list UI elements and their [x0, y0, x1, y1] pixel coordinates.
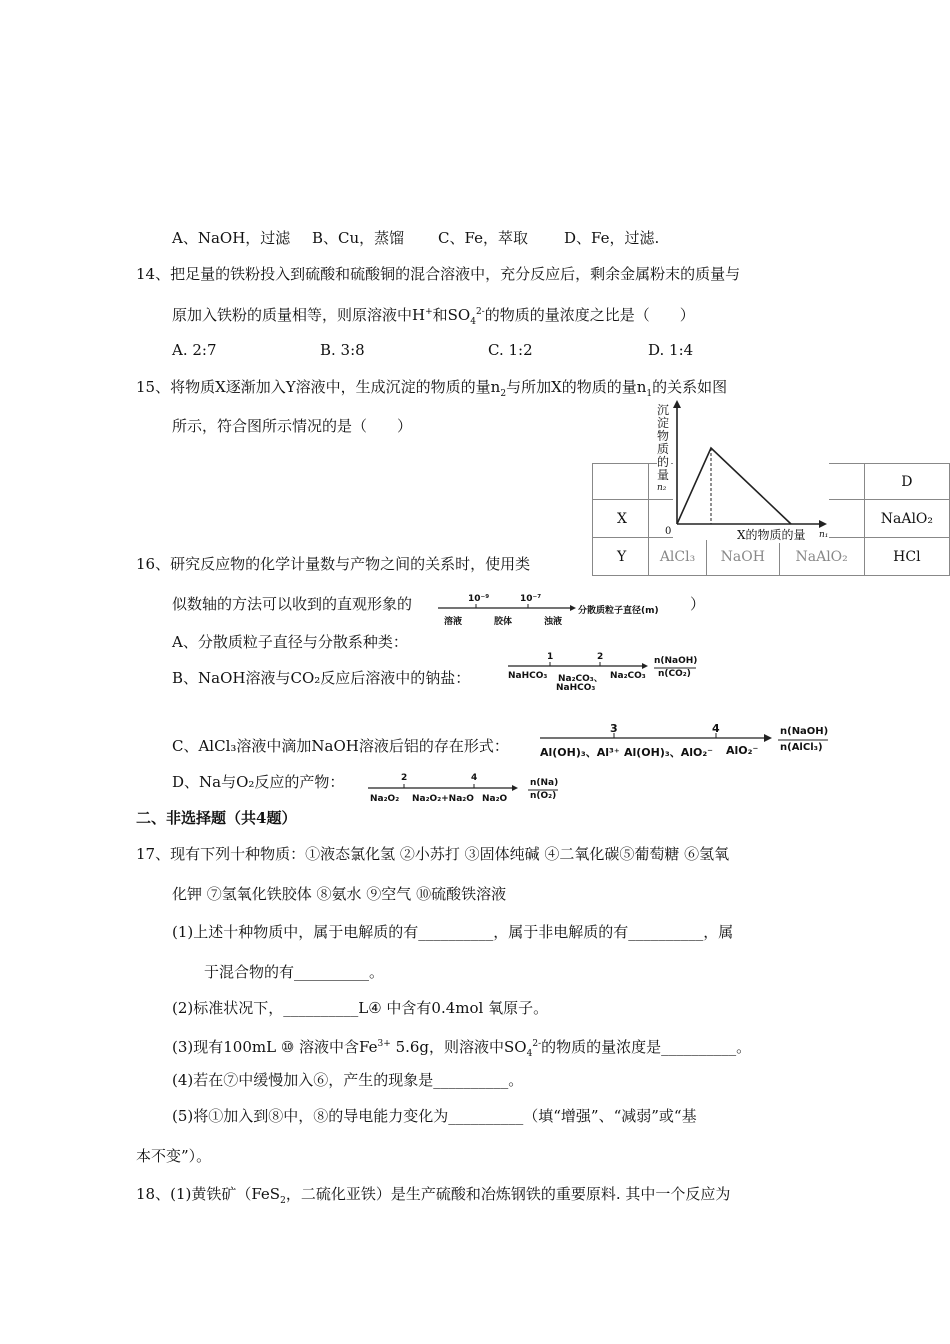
- q16-line2: 似数轴的方法可以收到的直观形象的: [172, 595, 413, 613]
- axis-d-s2: Na₂O₂+Na₂O: [412, 794, 474, 804]
- axis-b-s3: Na₂CO₃: [610, 671, 646, 681]
- axis-arrow: [642, 663, 648, 669]
- q14-option-b: B. 3:8: [320, 341, 365, 359]
- table-cell: Y: [593, 538, 649, 576]
- axis-d-s3: Na₂O: [482, 794, 508, 804]
- q14-text: 原加入铁粉的质量相等，则原溶液中H: [172, 306, 426, 324]
- q14-options: [172, 340, 693, 360]
- graph-y-arrow: [673, 400, 681, 408]
- axis-d: [366, 772, 566, 810]
- graph-ylabel-char: 量: [657, 468, 670, 482]
- axis-b-t2: 2: [597, 652, 604, 662]
- q14-text: 和SO: [432, 306, 471, 324]
- graph-ylabel-char: 淀: [657, 416, 670, 430]
- axis-b-s1: NaHCO₃: [508, 671, 548, 681]
- q17-part3: [172, 1034, 751, 1064]
- q13-options: [172, 228, 659, 248]
- q13-option-b: B、Cu，蒸馏: [312, 229, 405, 247]
- axis-b-s2: Na₂CO₃、: [558, 674, 603, 684]
- q17-part1-cont: 于混合物的有__________。: [204, 963, 385, 981]
- q14-option-c: C. 1:2: [488, 341, 533, 359]
- q16-option-a: A、分散质粒子直径与分散系种类：: [172, 633, 408, 651]
- axis-a-t2: 10⁻⁷: [520, 594, 542, 604]
- q15-graph: [655, 400, 835, 550]
- q18-text: ，二硫化亚铁）是生产硫酸和冶炼钢铁的重要原料. 其中一个反应为: [285, 1185, 731, 1203]
- axis-arrow: [570, 605, 576, 611]
- q17-part2: (2)标准状况下，__________L④ 中含有0.4mol 氧原子。: [172, 999, 549, 1017]
- q13-option-a: A、NaOH，过滤: [172, 229, 291, 247]
- q17-sub: 4: [526, 1049, 533, 1059]
- axis-a-t1: 10⁻⁹: [468, 594, 490, 604]
- table-cell: NaAlO₂: [779, 538, 864, 576]
- q17-part5-cont: 本不变”）。: [136, 1147, 212, 1165]
- q14-sub: 4: [470, 317, 476, 327]
- graph-ylabel: [657, 404, 671, 495]
- section-heading: 二、非选择题（共4题）: [136, 809, 297, 827]
- axis-a: [436, 594, 676, 628]
- q13-option-c: C、Fe，萃取: [438, 229, 528, 247]
- axis-b-s2b: NaHCO₃: [556, 683, 596, 693]
- graph-origin: 0: [665, 526, 672, 537]
- table-cell: HCl: [864, 538, 949, 576]
- q14-option-d: D. 1:4: [648, 341, 694, 359]
- axis-b-t1: 1: [547, 652, 554, 662]
- q16-line1: 16、研究反应物的化学计量数与产物之间的关系时，使用类: [136, 555, 531, 573]
- axis-c-t1: 3: [610, 722, 618, 735]
- q17-text: (3)现有100mL ⑩ 溶液中含Fe: [172, 1038, 378, 1056]
- axis-c: [538, 720, 834, 764]
- axis-c-s3: AlO₂⁻: [726, 744, 759, 757]
- axis-d-s1: Na₂O₂: [370, 794, 400, 804]
- q16-option-b: B、NaOH溶液与CO₂反应后溶液中的钠盐：: [172, 669, 471, 687]
- q15-text: 15、将物质X逐渐加入Y溶液中，生成沉淀的物质的量n: [136, 378, 501, 396]
- table-cell: NaAlO₂: [864, 500, 949, 538]
- axis-c-s1: Al(OH)₃、Al³⁺: [540, 746, 620, 759]
- q17-text: 的物质的量浓度是__________。: [541, 1038, 752, 1056]
- q18-text: 18、(1)黄铁矿（FeS: [136, 1185, 281, 1203]
- q16-line2-end: ）: [690, 595, 706, 613]
- axis-c-num: n(NaOH): [780, 726, 829, 737]
- axis-b: [506, 652, 706, 698]
- graph-ylabel-char: 物: [657, 429, 670, 443]
- axis-c-t2: 4: [712, 722, 720, 735]
- q17-sup: 2-: [532, 1039, 542, 1049]
- q17-line2: 化钾 ⑦氢氧化铁胶体 ⑧氨水 ⑨空气 ⑩硫酸铁溶液: [172, 885, 507, 903]
- q16-option-c: C、AlCl₃溶液中滴加NaOH溶液后铝的存在形式：: [172, 737, 509, 755]
- q14-sup: 2-: [475, 307, 485, 317]
- axis-d-den: n(O₂): [530, 791, 557, 801]
- graph-xvar: n₁: [819, 530, 829, 540]
- axis-b-den: n(CO₂): [658, 669, 691, 679]
- q16-option-d: D、Na与O₂反应的产物：: [172, 773, 345, 791]
- graph-ylabel-char: 质: [657, 442, 670, 456]
- axis-a-s2: 胶体: [494, 617, 513, 627]
- q18-sub: 2: [280, 1196, 286, 1206]
- axis-a-s1: 溶液: [444, 617, 463, 627]
- axis-arrow: [512, 785, 518, 791]
- table-cell: NaOH: [707, 538, 779, 576]
- q13-option-d: D、Fe，过滤.: [564, 229, 660, 247]
- q15-sub: 1: [646, 389, 653, 399]
- q15-text: 的关系如图: [652, 378, 728, 396]
- axis-c-s2: Al(OH)₃、AlO₂⁻: [624, 746, 713, 759]
- q17-sup: 3+: [377, 1039, 391, 1049]
- q17-line1: 17、现有下列十种物质：①液态氯化氢 ②小苏打 ③固体纯碱 ④二氧化碳⑤葡萄糖 ⑥氢氧: [136, 845, 730, 863]
- q17-text: 5.6g，则溶液中SO: [390, 1038, 527, 1056]
- graph-ylabel-char: 的: [657, 455, 670, 469]
- axis-d-t2: 4: [471, 773, 478, 783]
- q14-sup: +: [425, 307, 433, 317]
- axis-d-num: n(Na): [530, 778, 559, 788]
- axis-d-t1: 2: [401, 773, 408, 783]
- axis-a-s3: 浊液: [544, 617, 563, 627]
- graph-yvar: n₂: [657, 483, 667, 493]
- q17-part1: (1)上述十种物质中，属于电解质的有__________，属于非电解质的有__________，属: [172, 923, 734, 941]
- q17-part4: (4)若在⑦中缓慢加入⑥，产生的现象是__________。: [172, 1071, 524, 1089]
- q15-line1: [136, 377, 727, 404]
- q15-sub: 2: [500, 389, 507, 399]
- graph-xlabel: X的物质的量: [737, 528, 806, 542]
- q14-line1: 14、把足量的铁粉投入到硫酸和硫酸铜的混合溶液中，充分反应后，剩余金属粉末的质量与: [136, 265, 741, 283]
- q15-text: 与所加X的物质的量n: [506, 378, 647, 396]
- axis-b-num: n(NaOH): [654, 656, 698, 666]
- table-cell: AlCl₃: [648, 538, 706, 576]
- axis-arrow: [764, 734, 772, 742]
- table-cell: D: [864, 464, 949, 500]
- q14-text: 的物质的量浓度之比是（ ）: [484, 306, 695, 324]
- table-cell: [593, 464, 649, 500]
- q18-line1: [136, 1184, 730, 1211]
- table-cell: X: [593, 500, 649, 538]
- axis-c-den: n(AlCl₃): [780, 742, 823, 753]
- graph-ylabel-char: 沉: [657, 403, 670, 417]
- q15-line2: 所示，符合图所示情况的是（ ）: [172, 417, 413, 435]
- q14-option-a: A. 2:7: [172, 341, 217, 359]
- axis-a-end: 分散质粒子直径(m): [578, 606, 659, 616]
- graph-background: [673, 410, 829, 540]
- q14-line2: [172, 302, 695, 332]
- q17-part5: (5)将①加入到⑧中，⑧的导电能力变化为__________（填“增强”、“减弱”或“基: [172, 1107, 697, 1125]
